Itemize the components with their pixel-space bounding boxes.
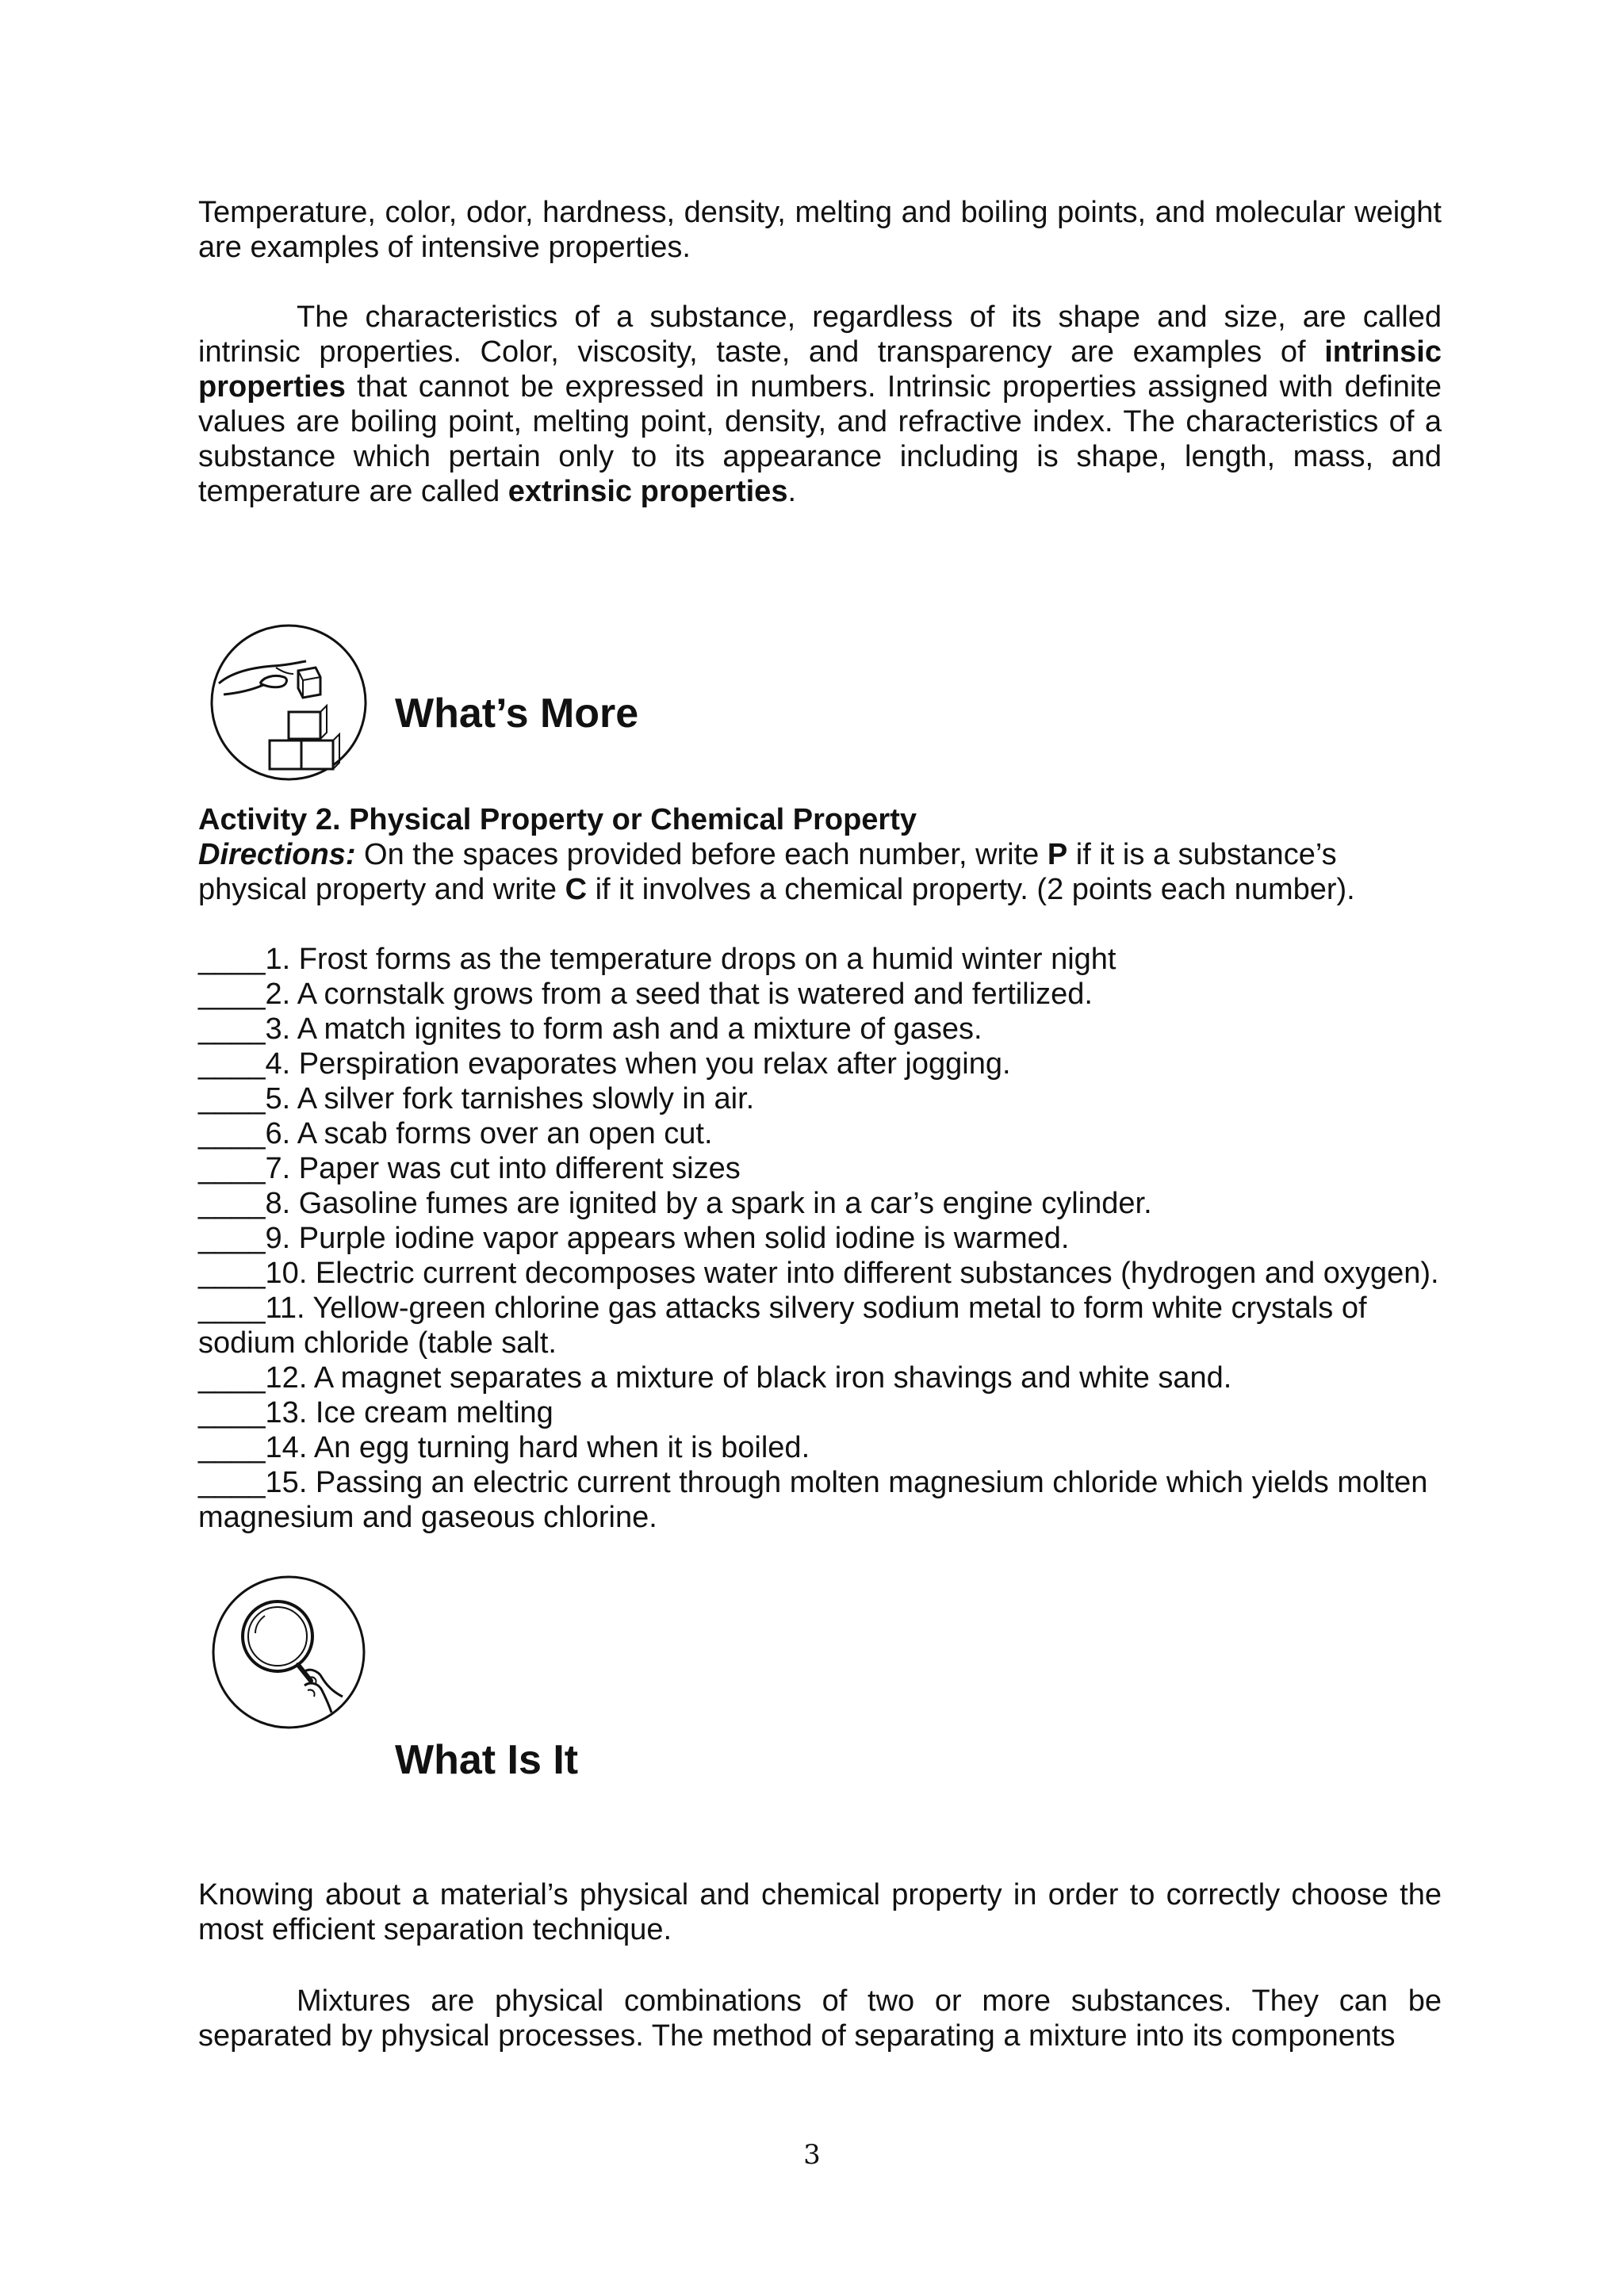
answer-blank[interactable]: ____ [198, 1187, 266, 1220]
list-item: ____4. Perspiration evaporates when you relax after jogging. [198, 1047, 1011, 1081]
answer-blank[interactable]: ____ [198, 1222, 266, 1255]
answer-blank[interactable]: ____ [198, 1012, 266, 1046]
what-is-it-paragraph-2: Mixtures are physical combinations of two or more substances. They can be separated by physical processes. The method of separating a mixture into its components [198, 1984, 1442, 2053]
list-item: ____1. Frost forms as the temperature drops on a humid winter night [198, 943, 1116, 976]
whats-more-heading: What’s More [395, 691, 639, 737]
answer-blank[interactable]: ____ [198, 1152, 266, 1185]
what-is-it-paragraph-1: Knowing about a material’s physical and chemical property in order to correctly choose the most efficient separation technique. [198, 1878, 1442, 1946]
hand-stacking-blocks-icon [208, 622, 370, 783]
list-item: ____3. A match ignites to form ash and a mixture of gases. [198, 1012, 982, 1046]
answer-blank[interactable]: ____ [198, 1396, 266, 1429]
answer-blank[interactable]: ____ [198, 978, 266, 1011]
what-is-it-heading: What Is It [395, 1737, 579, 1783]
answer-blank[interactable]: ____ [198, 1047, 266, 1081]
answer-blank[interactable]: ____ [198, 943, 266, 976]
list-item: ____11. Yellow-green chlorine gas attacks silvery sodium metal to form white crystals of sodium chloride (table salt. [198, 1292, 1367, 1360]
answer-blank[interactable]: ____ [198, 1117, 266, 1150]
list-item: ____10. Electric current decomposes water into different substances (hydrogen and oxygen). [198, 1257, 1439, 1290]
intro-paragraph-2: The characteristics of a substance, regardless of its shape and size, are called intrinsic properties. Color, viscosity, taste, and transparency are examples of intrinsic properties that cannot be expressed in numbers. Intrinsic properties assigned with definite values are boiling point, melting point, density, and refractive index. The characteristics of a substance which pertain only to its appearance including is shape, length, mass, and temperature are called extrinsic properties. [198, 300, 1442, 508]
answer-blank[interactable]: ____ [198, 1431, 266, 1464]
list-item: ____8. Gasoline fumes are ignited by a spark in a car’s engine cylinder. [198, 1187, 1152, 1220]
list-item: ____2. A cornstalk grows from a seed that is watered and fertilized. [198, 978, 1093, 1011]
answer-blank[interactable]: ____ [198, 1466, 266, 1499]
list-item: ____12. A magnet separates a mixture of black iron shavings and white sand. [198, 1361, 1232, 1395]
answer-blank[interactable]: ____ [198, 1082, 266, 1115]
list-item: ____7. Paper was cut into different sizes [198, 1152, 741, 1185]
activity-item-list [198, 942, 1442, 1535]
list-item: ____6. A scab forms over an open cut. [198, 1117, 713, 1150]
list-item: ____5. A silver fork tarnishes slowly in air. [198, 1082, 755, 1115]
magnifying-glass-icon [209, 1573, 368, 1732]
list-item: ____14. An egg turning hard when it is boiled. [198, 1431, 810, 1464]
answer-blank[interactable]: ____ [198, 1292, 266, 1325]
list-item: ____15. Passing an electric current through molten magnesium chloride which yields molten magnesium and gaseous chlorine. [198, 1466, 1428, 1534]
activity-title: Activity 2. Physical Property or Chemical Property [198, 803, 917, 836]
activity-directions: Directions: On the spaces provided before each number, write P if it is a substance’s physical property and write C if it involves a chemical property. (2 points each number). [198, 838, 1355, 906]
intro-paragraph-1: Temperature, color, odor, hardness, density, melting and boiling points, and molecular weight are examples of intensive properties. [198, 196, 1442, 264]
list-item: ____13. Ice cream melting [198, 1396, 553, 1429]
answer-blank[interactable]: ____ [198, 1257, 266, 1290]
answer-blank[interactable]: ____ [198, 1361, 266, 1395]
page-number: 3 [803, 2139, 821, 2171]
list-item: ____9. Purple iodine vapor appears when solid iodine is warmed. [198, 1222, 1070, 1255]
